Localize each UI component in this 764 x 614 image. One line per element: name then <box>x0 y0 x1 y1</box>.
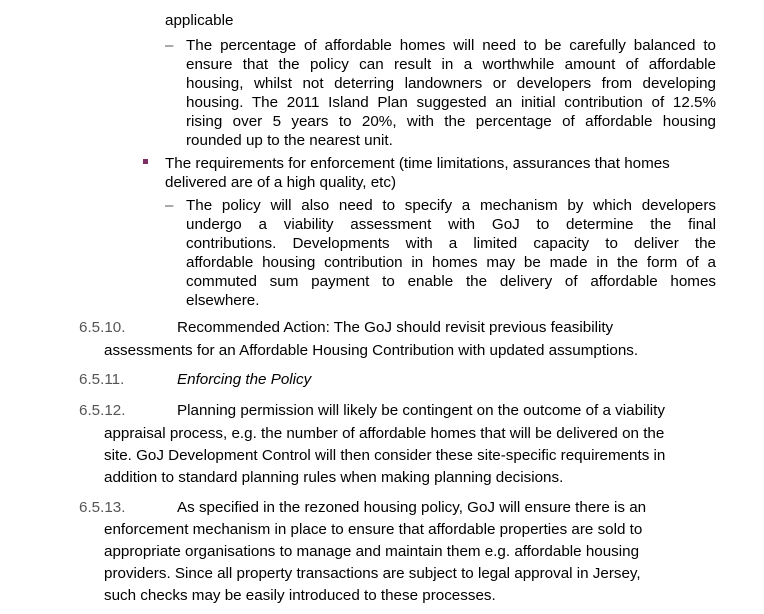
intro-line: applicable <box>165 12 234 29</box>
paragraph-6-5-12-line-2: appraisal process, e.g. the number of affordable homes that will be delivered on the <box>104 425 665 442</box>
sub-item-2-line-5: commuted sum payment to enable the delivery of affordable homes <box>186 273 716 290</box>
paragraph-6-5-13-line-1: As specified in the rezoned housing policy, GoJ will ensure there is an <box>177 499 647 516</box>
sub-item-1-line-1: The percentage of affordable homes will need to be carefully balanced to <box>186 37 716 54</box>
sub-item-1-line-2: ensure that the policy can result in a worthwhile amount of affordable <box>186 56 716 73</box>
paragraph-6-5-13-line-4: providers. Since all property transactions are subject to legal approval in Jersey, <box>104 565 641 582</box>
paragraph-number: 6.5.13. <box>79 499 126 516</box>
bullet-2-line-1: The requirements for enforcement (time limitations, assurances that homes <box>165 155 670 172</box>
sub-item-2-line-2: undergo a viability assessment with GoJ to determine the final <box>186 216 716 233</box>
sub-item-2-line-6: elsewhere. <box>186 292 260 309</box>
sub-item-1-line-3: housing, whilst not deterring landowners or developers from developing <box>186 75 716 92</box>
sub-item-2-line-3: contributions. Developments with a limited capacity to deliver the <box>186 235 716 252</box>
sub-item-1-line-6: rounded up to the nearest unit. <box>186 132 393 149</box>
paragraph-number: 6.5.10. <box>79 319 126 336</box>
sub-item-1-line-4: housing. The 2011 Island Plan suggested an initial contribution of 12.5% <box>186 94 716 111</box>
paragraph-6-5-10-line-2: assessments for an Affordable Housing Contribution with updated assumptions. <box>104 342 639 359</box>
paragraph-number: 6.5.11. <box>79 371 125 388</box>
sub-item-dash: – <box>165 197 174 214</box>
sub-item-2-line-1: The policy will also need to specify a mechanism by which developers <box>186 197 716 214</box>
paragraph-6-5-12-line-1: Planning permission will likely be contingent on the outcome of a viability <box>177 402 665 419</box>
paragraph-6-5-13-line-5: such checks may be easily introduced to these processes. <box>104 587 496 604</box>
sub-item-1-line-5: rising over 5 years to 20%, with the percentage of affordable housing <box>186 113 716 130</box>
paragraph-6-5-12-line-3: site. GoJ Development Control will then consider these site-specific requirements in <box>104 447 666 464</box>
paragraph-6-5-12-line-4: addition to standard planning rules when making planning decisions. <box>104 469 564 486</box>
bullet-2-line-2: delivered are of a high quality, etc) <box>165 174 397 191</box>
paragraph-6-5-10-line-1: Recommended Action: The GoJ should revisit previous feasibility <box>177 319 614 336</box>
sub-item-2-line-4: affordable housing contribution in homes may be made in the form of a <box>186 254 716 271</box>
bullet-marker <box>143 159 148 164</box>
paragraph-6-5-13-line-3: appropriate organisations to manage and maintain them e.g. affordable housing <box>104 543 640 560</box>
paragraph-6-5-13-line-2: enforcement mechanism in place to ensure that affordable properties are sold to <box>104 521 643 538</box>
section-heading: Enforcing the Policy <box>177 371 312 388</box>
sub-item-dash: – <box>165 37 174 54</box>
paragraph-number: 6.5.12. <box>79 402 126 419</box>
